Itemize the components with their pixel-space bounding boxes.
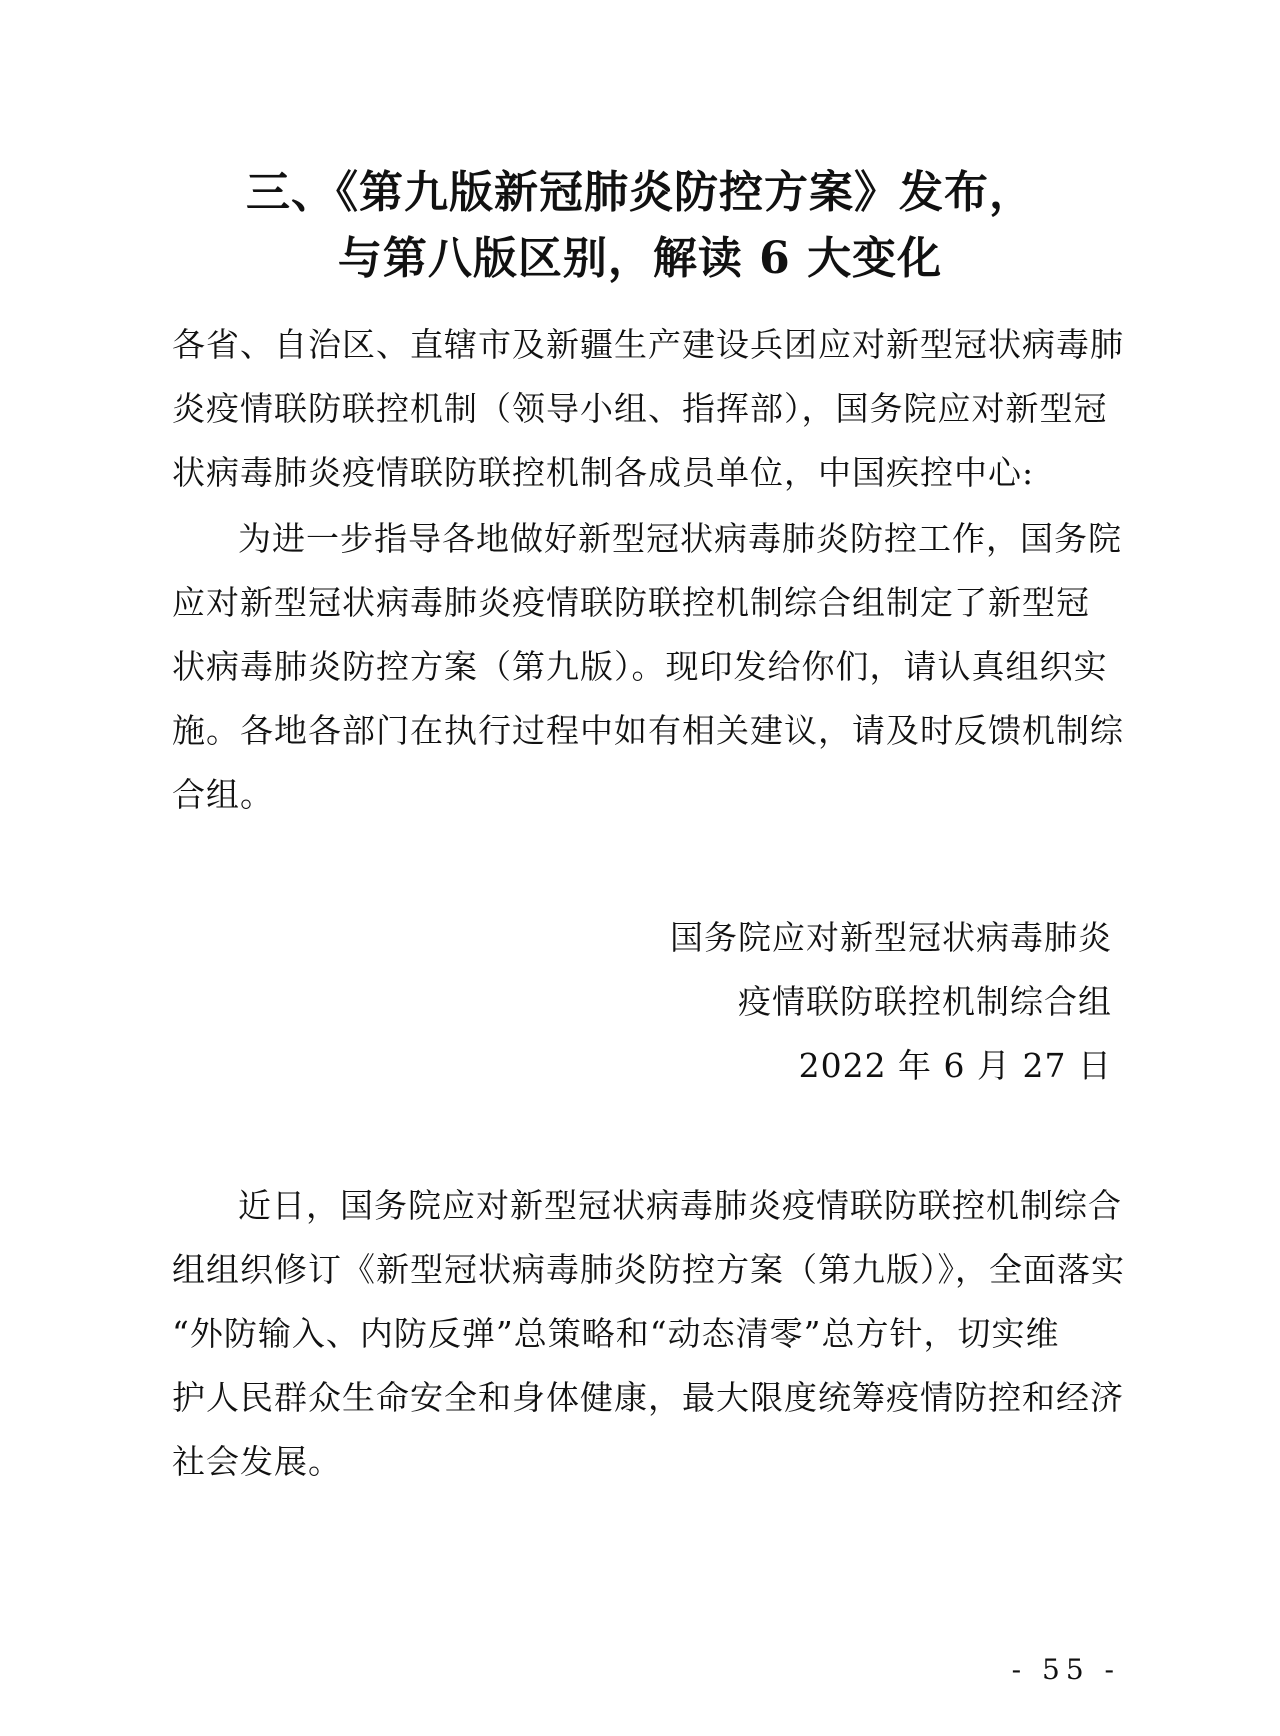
body-line: 护人民群众生命安全和身体健康，最大限度统筹疫情防控和经济 bbox=[172, 1378, 1124, 1417]
page-number: - 55 - bbox=[1011, 1653, 1120, 1686]
title-line-1: 三、《第九版新冠肺炎防控方案》发布， bbox=[246, 167, 1034, 218]
notice-line: 状病毒肺炎防控方案（第九版）。现印发给你们，请认真组织实 bbox=[172, 647, 1108, 686]
body-line: “外防输入、内防反弹”总策略和“动态清零”总方针，切实维 bbox=[172, 1314, 1060, 1353]
body-line: 近日，国务院应对新型冠状病毒肺炎疫情联防联控机制综合 bbox=[238, 1186, 1122, 1225]
notice-line: 为进一步指导各地做好新型冠状病毒肺炎防控工作，国务院 bbox=[238, 519, 1122, 558]
title-line-2: 与第八版区别，解读 6 大变化 bbox=[337, 233, 943, 284]
body-line: 社会发展。 bbox=[172, 1442, 342, 1481]
signature-org-line-2: 疫情联防联控机制综合组 bbox=[738, 982, 1112, 1021]
addressee-line: 炎疫情联防联控机制（领导小组、指挥部），国务院应对新型冠 bbox=[172, 389, 1108, 428]
addressee-line: 状病毒肺炎疫情联防联控机制各成员单位，中国疾控中心: bbox=[172, 453, 1035, 492]
notice-line: 施。各地各部门在执行过程中如有相关建议，请及时反馈机制综 bbox=[172, 711, 1124, 750]
signature-date: 2022 年 6 月 27 日 bbox=[798, 1046, 1112, 1085]
body-line: 组组织修订《新型冠状病毒肺炎防控方案（第九版）》，全面落实 bbox=[172, 1250, 1125, 1289]
addressee-line: 各省、自治区、直辖市及新疆生产建设兵团应对新型冠状病毒肺 bbox=[172, 325, 1124, 364]
notice-line: 合组。 bbox=[172, 775, 274, 814]
signature-org-line-1: 国务院应对新型冠状病毒肺炎 bbox=[670, 918, 1112, 957]
notice-line: 应对新型冠状病毒肺炎疫情联防联控机制综合组制定了新型冠 bbox=[172, 583, 1090, 622]
